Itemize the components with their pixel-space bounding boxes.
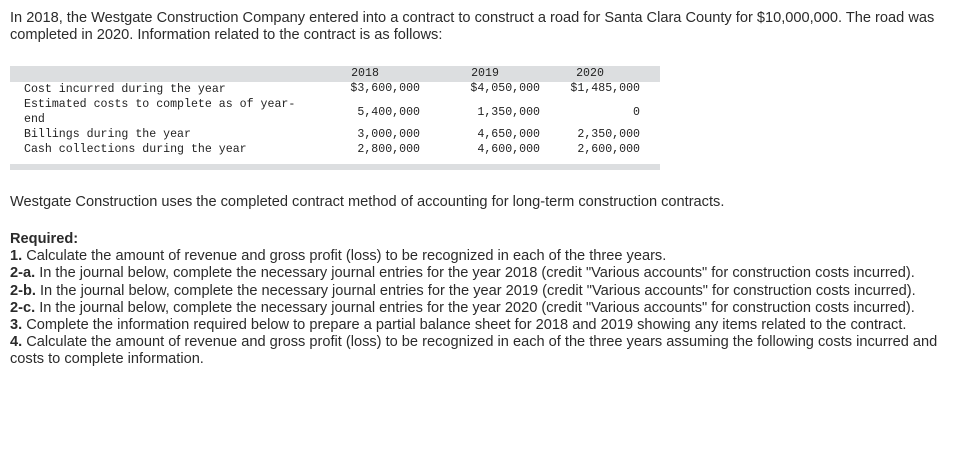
method-paragraph: Westgate Construction uses the completed contract method of accounting for long-term construction contracts. [10, 194, 725, 210]
table-bottom-rule [10, 164, 660, 170]
requirement-4: 4. Calculate the amount of revenue and gross profit (loss) to be recognized in each of the three years assuming the following costs incurred and costs to complete information. [10, 334, 938, 368]
requirement-2c: 2-c. In the journal below, complete the necessary journal entries for the year 2020 (credit "Various accounts" for construction costs incurred). [10, 299, 915, 316]
row-label-estimated-costs-line1: Estimated costs to complete as of year- [24, 98, 296, 111]
header-year-2018: 2018 [351, 67, 379, 80]
requirement-3: 3. Complete the information required below to prepare a partial balance sheet for 2018 and 2019 showing any items related to the contract. [10, 317, 907, 334]
required-heading: Required: [10, 231, 79, 247]
cell-estimate-2019: 1,350,000 [477, 106, 540, 119]
intro-paragraph: In 2018, the Westgate Construction Company entered into a contract to construct a road for Santa Clara County for $10,000,000. The road was completed in 2020. Information related to the contract is as follows: [10, 10, 935, 44]
cell-collections-2019: 4,600,000 [477, 143, 540, 156]
requirement-1: 1. Calculate the amount of revenue and gross profit (loss) to be recognized in each of the three years. [10, 248, 667, 265]
cell-billings-2020: 2,350,000 [577, 128, 640, 141]
row-label-cost-incurred: Cost incurred during the year [24, 83, 226, 96]
cell-cost-2018: $3,600,000 [350, 82, 420, 95]
contract-data-table [10, 66, 660, 170]
cell-estimate-2020: 0 [633, 106, 640, 119]
cell-collections-2020: 2,600,000 [577, 143, 640, 156]
requirements-section [10, 231, 950, 369]
cell-cost-2019: $4,050,000 [470, 82, 540, 95]
cell-collections-2018: 2,800,000 [357, 143, 420, 156]
requirement-2b: 2-b. In the journal below, complete the necessary journal entries for the year 2019 (credit "Various accounts" for construction costs incurred). [10, 282, 916, 299]
requirement-2a: 2-a. In the journal below, complete the necessary journal entries for the year 2018 (credit "Various accounts" for construction costs incurred). [10, 265, 915, 282]
cell-cost-2020: $1,485,000 [570, 82, 640, 95]
row-label-estimated-costs-line2: end [24, 113, 45, 126]
header-year-2020: 2020 [576, 67, 604, 80]
cell-billings-2018: 3,000,000 [357, 128, 420, 141]
row-label-cash-collections: Cash collections during the year [24, 143, 247, 156]
cell-billings-2019: 4,650,000 [477, 128, 540, 141]
row-label-billings: Billings during the year [24, 128, 191, 141]
header-year-2019: 2019 [471, 67, 499, 80]
cell-estimate-2018: 5,400,000 [357, 106, 420, 119]
